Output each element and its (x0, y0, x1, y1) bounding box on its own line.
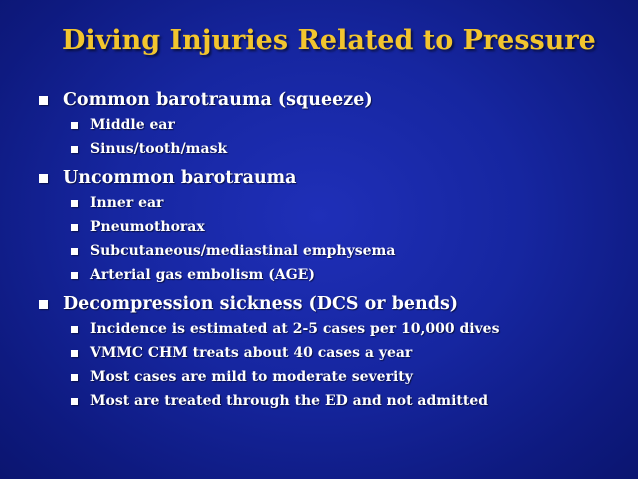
sub-bullet-group (0, 317, 638, 413)
square-bullet-icon (71, 398, 78, 405)
sub-bullet-text: Most cases are mild to moderate severity (90, 369, 413, 385)
sub-bullet-item (0, 239, 638, 263)
square-bullet-icon (39, 96, 48, 105)
sub-bullet-text: Middle ear (90, 117, 175, 133)
sub-bullet-item (0, 137, 638, 161)
square-bullet-icon (71, 146, 78, 153)
sub-bullet-text: Arterial gas embolism (AGE) (90, 267, 315, 283)
sub-bullet-item (0, 113, 638, 137)
sub-bullet-item (0, 215, 638, 239)
sub-bullet-text: VMMC CHM treats about 40 cases a year (90, 345, 413, 361)
square-bullet-icon (39, 300, 48, 309)
sub-bullet-text: Inner ear (90, 195, 164, 211)
slide-title: Diving Injuries Related to Pressure (62, 25, 596, 56)
bullet-list (0, 87, 638, 417)
square-bullet-icon (71, 248, 78, 255)
square-bullet-icon (71, 350, 78, 357)
square-bullet-icon (71, 272, 78, 279)
bullet-text: Decompression sickness (DCS or bends) (63, 294, 459, 314)
square-bullet-icon (39, 174, 48, 183)
square-bullet-icon (71, 200, 78, 207)
sub-bullet-item (0, 263, 638, 287)
sub-bullet-group (0, 191, 638, 287)
bullet-item-uncommon-barotrauma (0, 165, 638, 191)
bullet-item-decompression-sickness (0, 291, 638, 317)
sub-bullet-text: Sinus/tooth/mask (90, 141, 228, 157)
bullet-text: Uncommon barotrauma (63, 168, 297, 188)
sub-bullet-text: Incidence is estimated at 2-5 cases per 10,000 dives (90, 321, 500, 337)
sub-bullet-item (0, 341, 638, 365)
bullet-item-common-barotrauma (0, 87, 638, 113)
square-bullet-icon (71, 122, 78, 129)
sub-bullet-item (0, 317, 638, 341)
sub-bullet-item (0, 389, 638, 413)
sub-bullet-text: Most are treated through the ED and not admitted (90, 393, 489, 409)
square-bullet-icon (71, 224, 78, 231)
sub-bullet-item (0, 365, 638, 389)
square-bullet-icon (71, 326, 78, 333)
square-bullet-icon (71, 374, 78, 381)
sub-bullet-item (0, 191, 638, 215)
bullet-text: Common barotrauma (squeeze) (63, 90, 373, 110)
sub-bullet-text: Subcutaneous/mediastinal emphysema (90, 243, 396, 259)
sub-bullet-text: Pneumothorax (90, 219, 205, 235)
sub-bullet-group (0, 113, 638, 161)
